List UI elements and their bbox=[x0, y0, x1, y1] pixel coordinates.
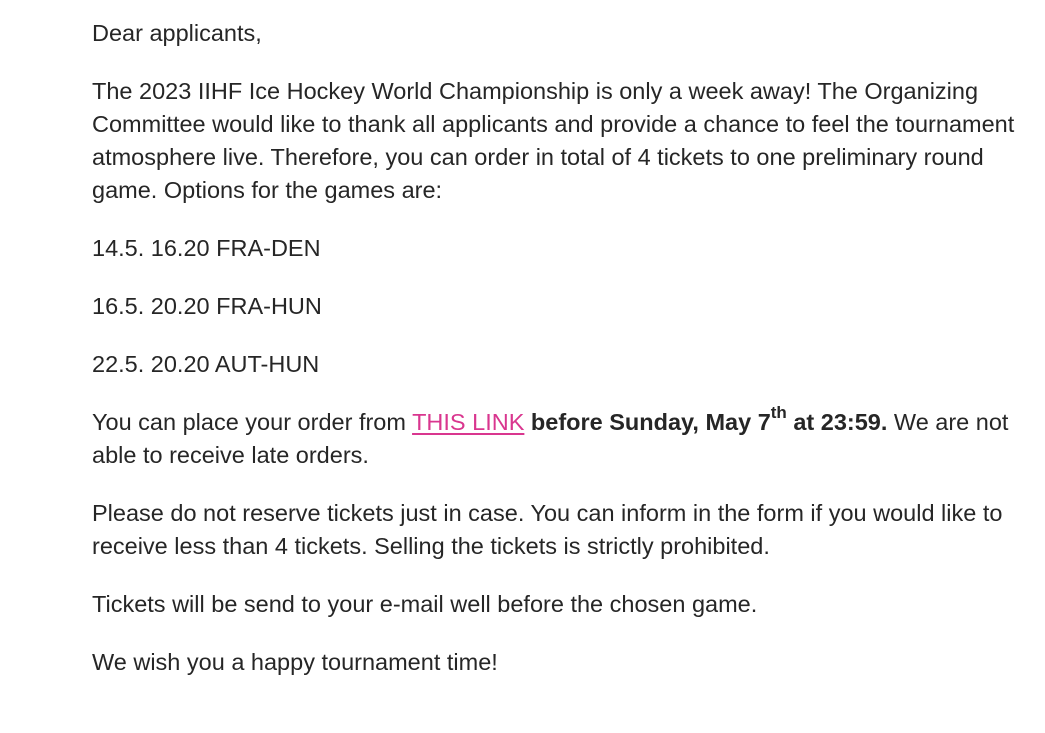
greeting: Dear applicants, bbox=[92, 20, 262, 46]
order-prefix: You can place your order from bbox=[92, 409, 413, 435]
game-option-2: 16.5. 20.20 FRA-HUN bbox=[92, 293, 322, 319]
intro-paragraph: The 2023 IIHF Ice Hockey World Championship is only a week away! The Organizing Committee would like to thank all applicants and provide a chance to feel the tournament atmosphere live. Therefore, you can order in total of 4 tickets to one preliminary round game. Options for the games are: bbox=[92, 78, 1015, 203]
order-suffix: We are not able to receive late orders. bbox=[92, 409, 1009, 468]
game-option-3: 22.5. 20.20 AUT-HUN bbox=[92, 351, 320, 377]
order-link[interactable]: THIS LINK bbox=[412, 409, 525, 435]
closing-line: We wish you a happy tournament time! bbox=[92, 649, 498, 675]
email-body bbox=[92, 17, 1037, 679]
game-option-1: 14.5. 16.20 FRA-DEN bbox=[92, 235, 321, 261]
delivery-paragraph: Tickets will be send to your e-mail well before the chosen game. bbox=[92, 591, 758, 617]
order-deadline: before Sunday, May 7 bbox=[524, 409, 771, 435]
order-deadline-ordinal: th bbox=[770, 403, 787, 423]
order-deadline-time: at 23:59. bbox=[786, 409, 888, 435]
reserve-paragraph: Please do not reserve tickets just in case. You can inform in the form if you would like to receive less than 4 tickets. Selling the tickets is strictly prohibited. bbox=[92, 500, 1003, 559]
order-paragraph bbox=[92, 403, 1037, 472]
